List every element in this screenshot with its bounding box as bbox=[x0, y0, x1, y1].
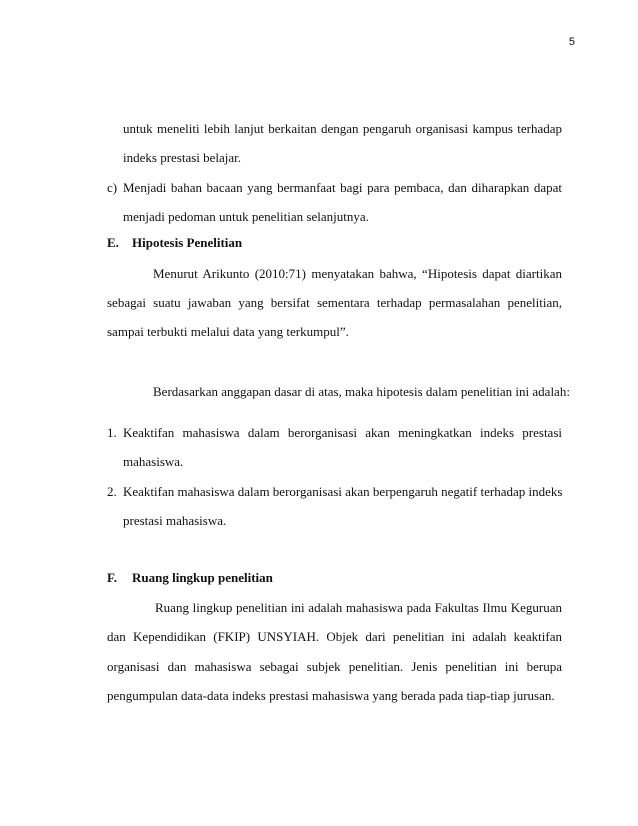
body-line: untuk meneliti lebih lanjut berkaitan dengan pengaruh organisasi kampus terhadap bbox=[123, 121, 562, 136]
body-line: organisasi dan mahasiswa sebagai subjek penelitian. Jenis penelitian ini berupa bbox=[107, 659, 562, 674]
body-line: Ruang lingkup penelitian ini adalah mahasiswa pada Fakultas Ilmu Keguruan bbox=[155, 600, 562, 615]
body-line: Menurut Arikunto (2010:71) menyatakan bahwa, “Hipotesis dapat diartikan bbox=[153, 266, 562, 281]
body-line: Keaktifan mahasiswa dalam berorganisasi akan meningkatkan indeks prestasi bbox=[123, 425, 562, 440]
body-line: prestasi mahasiswa. bbox=[123, 513, 227, 528]
body-line: Berdasarkan anggapan dasar di atas, maka hipotesis dalam penelitian ini adalah: bbox=[153, 384, 570, 399]
list-marker: c) bbox=[107, 180, 118, 195]
list-marker: 2. bbox=[107, 484, 117, 499]
section-heading: Ruang lingkup penelitian bbox=[132, 570, 273, 585]
body-line: indeks prestasi belajar. bbox=[123, 150, 242, 165]
section-marker: E. bbox=[107, 235, 119, 250]
body-line: mahasiswa. bbox=[123, 454, 184, 469]
section-heading: Hipotesis Penelitian bbox=[132, 235, 243, 250]
body-line: sampai terbukti melalui data yang terkumpul”. bbox=[107, 324, 349, 339]
body-line: Menjadi bahan bacaan yang bermanfaat bagi para pembaca, dan diharapkan dapat bbox=[123, 180, 562, 195]
body-line: pengumpulan data-data indeks prestasi mahasiswa yang berada pada tiap-tiap jurusan. bbox=[107, 688, 555, 703]
body-line: dan Kependidikan (FKIP) UNSYIAH. Objek dari penelitian ini adalah keaktifan bbox=[107, 629, 562, 644]
body-line: sebagai suatu jawaban yang bersifat sementara terhadap permasalahan penelitian, bbox=[107, 295, 562, 310]
list-marker: 1. bbox=[107, 425, 117, 440]
body-line: menjadi pedoman untuk penelitian selanjutnya. bbox=[123, 209, 369, 224]
page-number: 5 bbox=[568, 36, 575, 48]
section-marker: F. bbox=[107, 570, 117, 585]
body-line: Keaktifan mahasiswa dalam berorganisasi akan berpengaruh negatif terhadap indeks bbox=[123, 484, 563, 499]
